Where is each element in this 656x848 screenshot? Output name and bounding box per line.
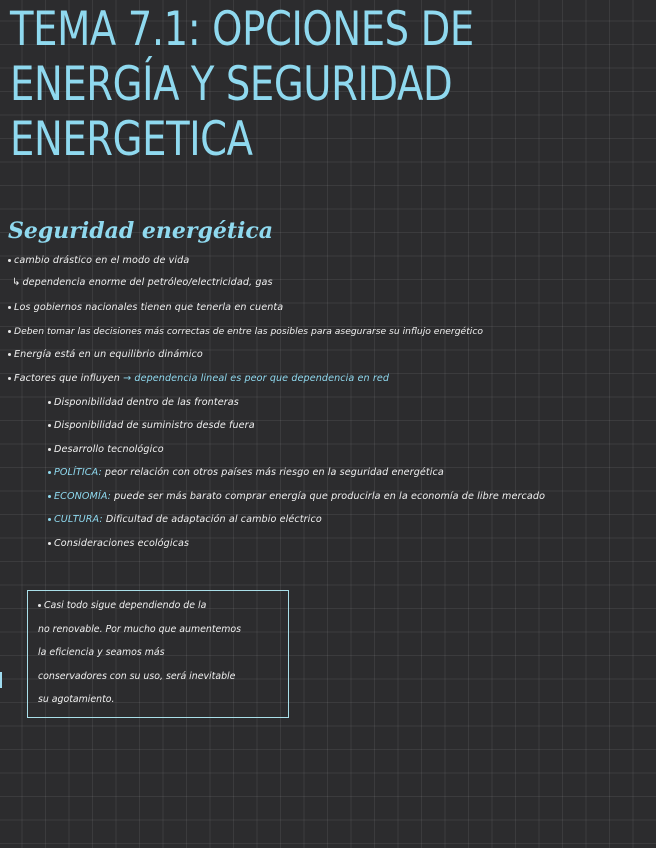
bullet-dot: [8, 259, 11, 262]
factor-label: CULTURA:: [54, 514, 103, 525]
bullet-dot: [48, 495, 51, 498]
section-heading: Seguridad energética: [8, 218, 274, 244]
edge-marker: [0, 672, 2, 688]
note-box: [27, 590, 289, 718]
bullet-item-4: [8, 348, 203, 362]
factor-item-1: [48, 396, 239, 410]
factor-text: peor relación con otros países más riesgo en la seguridad energética: [101, 467, 444, 478]
note-line-5: su agotamiento.: [38, 694, 115, 705]
bullet-dot: [48, 542, 51, 545]
bullet-dot: [48, 448, 51, 451]
sub-arrow-icon: ↳: [12, 277, 21, 288]
factor-item-6: [48, 513, 322, 527]
factor-item-2: [48, 419, 255, 433]
bullet-text: Los gobiernos nacionales tienen que tenerla en cuenta: [14, 302, 284, 313]
bullet-item-2: [8, 301, 283, 315]
factor-text: puede ser más barato comprar energía que producirla en la economía de libre mercado: [111, 491, 546, 502]
title-line-2: ENERGÍA Y SEGURIDAD: [10, 57, 453, 112]
bullet-dot: [38, 604, 41, 607]
page-title: [10, 2, 474, 167]
bullet-dot: [8, 377, 11, 380]
factor-text: Disponibilidad de suministro desde fuera: [54, 420, 255, 431]
bullet-text: dependencia enorme del petróleo/electricidad, gas: [22, 277, 273, 288]
factor-text: Desarrollo tecnológico: [54, 444, 164, 455]
bullet-subitem-1: [12, 276, 273, 290]
factor-item-7: [48, 537, 189, 551]
factor-item-4: [48, 466, 444, 480]
bullet-dot: [8, 306, 11, 309]
factor-label: ECONOMÍA:: [54, 491, 112, 502]
factor-item-5: [48, 490, 545, 504]
bullet-text: Energía está en un equilibrio dinámico: [14, 349, 203, 360]
note-line-3: la eficiencia y seamos más: [38, 647, 165, 658]
factor-text: Dificultad de adaptación al cambio eléctrico: [102, 514, 322, 525]
bullet-item-1: [8, 254, 189, 268]
note-line-2: no renovable. Por mucho que aumentemos: [38, 624, 242, 635]
note-text: Casi todo sigue dependiendo de la: [44, 600, 207, 611]
bullet-dot: [8, 353, 11, 356]
title-line-3: ENERGETICA: [10, 112, 253, 167]
bullet-dot: [48, 424, 51, 427]
bullet-text: cambio drástico en el modo de vida: [14, 255, 190, 266]
factor-label: POLÍTICA:: [54, 467, 102, 478]
note-line-4: conservadores con su uso, será inevitable: [38, 671, 236, 682]
bullet-dot: [48, 518, 51, 521]
factor-text: Disponibilidad dentro de las fronteras: [54, 397, 239, 408]
bullet-item-5: [8, 372, 389, 386]
bullet-dot: [48, 471, 51, 474]
bullet-item-3: [8, 325, 483, 339]
bullet-dot: [8, 330, 11, 333]
title-line-1: TEMA 7.1: OPCIONES DE: [10, 2, 474, 57]
bullet-dot: [48, 401, 51, 404]
note-line-1: [38, 599, 206, 613]
bullet-text: Deben tomar las decisiones más correctas de entre las posibles para asegurarse su influjo energético: [14, 326, 484, 337]
bullet-highlight: → dependencia lineal es peor que dependencia en red: [123, 373, 390, 384]
factor-text: Consideraciones ecológicas: [54, 538, 190, 549]
bullet-text: Factores que influyen: [14, 373, 124, 384]
factor-item-3: [48, 443, 164, 457]
